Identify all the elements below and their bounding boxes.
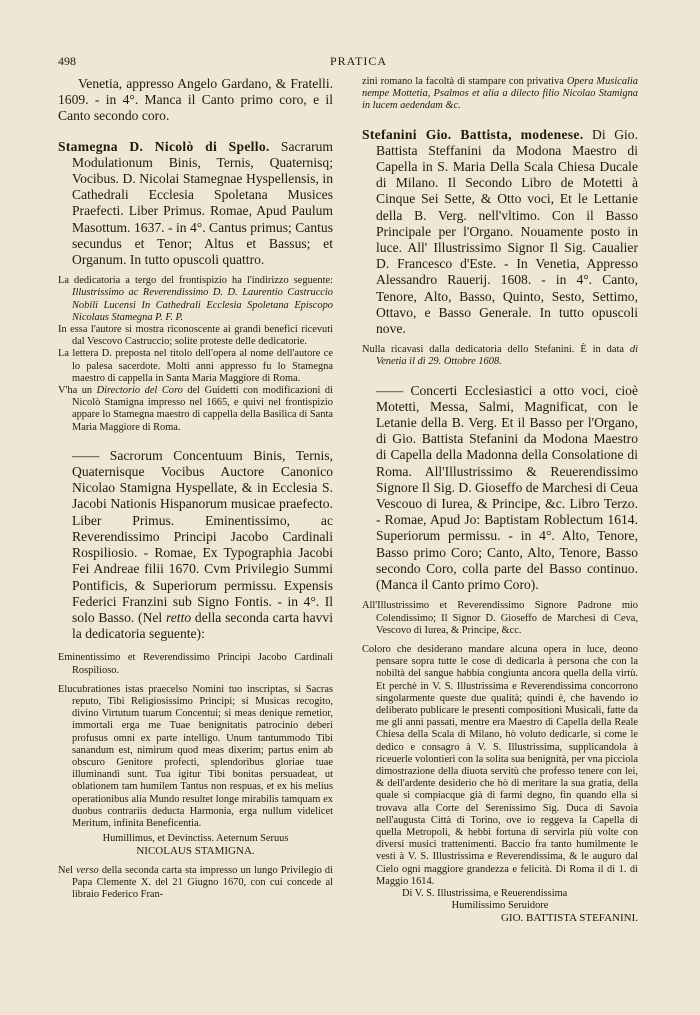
note-italic: Illustrissimo ac Reverendissimo D. D. Laurentio Castruccio Nobili Lucensi In Cathedrali Ecclesia Spoletana Episcopo Nicolaus Stamegna P. F. P. (72, 287, 333, 323)
running-title: PRATICA (330, 54, 388, 68)
entry-italic: retto (165, 609, 192, 625)
continued-note (362, 76, 638, 113)
dedication-closing: Humillimus, et Devinctiss. Aeternum Seruus (102, 833, 289, 845)
entry-body: Di Gio. Battista Steffanini da Modona Maestro di Capella in S. Maria Della Scala Chiesa Ducale di Milano. Il Secondo Libro de Motetti à Cinque Sei Sette, & Otto voci, Et le Lettanie della B. Verg. nell'vltimo. Con il Basso Principale per l'Organo. Nouamente posto in luce. All' Illustrissimo Signor Il Sig. Caualier D. Francesco d'Este. - In Venetia, Appresso Alessandro Rauerij. 1608. - in 4°. Canto, Tenore, Alto, Basso, Quinto, Sesto, Settimo, Ottavo, e Basso Generale. In tutto opuscoli nove. (376, 126, 638, 337)
note-gratitude: In essa l'autore si mostra riconoscente ai grandi benefici ricevuti dal Vescovo Castruccio; solite proteste delle dedicatorie. (58, 324, 333, 348)
note-privilege (58, 865, 333, 902)
note-text: del Guidetti con modificazioni di Nicolò Stamigna impresso nel 1665, e quivi nel frontispizio appare lo Stamegna maestro di cappella della Basilica di Santa Maria Maggiore di Roma. (72, 385, 333, 433)
entry-stefanini (362, 127, 638, 338)
entry-sacrorum (58, 448, 333, 642)
entry-stamegna (58, 139, 333, 269)
note-text: V'ha un (58, 385, 97, 397)
note-text: zini romano la facoltà di stampare con privativa (362, 76, 567, 87)
dedication-address: All'Illustrissimo et Reverendissimo Signore Padrone mio Colendissimo; Il Signor D. Gioseffo de Marchesi di Ceva, Vescovo di Iurea, & Principe, &cc. (362, 600, 638, 636)
note-text: Nulla ricavasi dalla dedicatoria dello Stefanini. È in data (362, 344, 630, 356)
entry-body: della seconda carta havvi la dedicatoria seguente): (72, 609, 334, 642)
entry-body: Sacrorum Concentuum Binis, Ternis, Quaternisque Vocibus Auctore Canonico Nicolao Stamigna Hyspellate, & in Ecclesia S. Jacobi Nationis Hispanorum musicae praefecto. Liber Primus. Eminentissimo, ac Reverendissimo Principi Jacobo Cardinali Rospiliosio. - Romae, Ex Typographia Jacobi Fei Andreae filii 1670. Cvm Privilegio Summi Pontificis, & Superiorum permissu. Expensis Federici Franzini sub Signo Fontis. - in 4°. Il solo Basso. (Nel (72, 447, 333, 625)
note-directorio (58, 385, 333, 434)
note-italic: verso (76, 864, 99, 876)
continued-entry: Venetia, appresso Angelo Gardano, & Fratelli. 1609. - in 4°. Manca il Canto primo coro, e il Canto secondo coro. (58, 76, 333, 124)
dedication-text: Coloro che desiderano mandare alcuna opera in luce, deono pensare sopra tutte le cose di dedicarla à persona che con la nobiltà del sangue habbia congiunta ancora quella della virtù. Et perchè in V. S. Illustrissima e Reverendissima concorrono singolarmente queste due qualità; quindi è, che havendo io deliberato publicare le presenti compositioni Musicali, fatte da me gli anni passati, mentre era Maestro di Capella della Reale Chiesa della Scala di Milano, hò voluto dedicarle, si come le dedico e consagro à V. S. Illustrissima, supplicandola à riceuerle volontieri con la solita sua benignità, per vna picciola dimostrazione della diuota servitù che professo tenere con lei, & dell'ardente desiderio che hò di meritare la sua gratia, della quale si compiacque già di farmi degno, fin quando ella si trovava alla Corte del Serenissimo Sig. Duca di Savoia nell'augusta Città di Torino, ove io reggeva la Capella di quella Metropoli, & hebbi fortuna di servirla più volte con diversi musici trattenimenti. Baccio fra tanto humilmente le vesti à V. S. Illustrissima e Reverendissima, & le auguro dal Cielo ogni maggiore grandezza e felicità. Di Roma il di 1. di Maggio 1614. (362, 643, 638, 887)
left-column (58, 76, 333, 901)
entry-heading: Stamegna D. Nicolò di Spello. (58, 138, 270, 154)
note-dedication-date (362, 344, 638, 368)
entry-concerti: —— Concerti Ecclesiastici a otto voci, cioè Motetti, Messa, Salmi, Magnificat, con le Letanie della B. Verg. Et il Basso per l'Organo, di Gio. Battista Stefanini da Modona Maestro di Capella della Madonna della Consolatione di Roma. All'Illustrissimo & Reuerendissimo Signore Il Sig. D. Gioseffo de Marchesi di Ceua Vescouo di Iurea, & Principe, &c. Libro Terzo. - Romae, Apud Jo: Baptistam Roblectum 1614. Superiorum permissu. - in 4°. Alto, Tenore, Basso primo Coro; Canto, Alto, Tenore, Basso secondo Coro, colla parte del Basso continuo. (Manca il Canto primo Coro). (362, 383, 638, 594)
note-italic: Directorio del Coro (96, 385, 183, 397)
entry-heading: Stefanini Gio. Battista, modenese. (362, 126, 584, 142)
note-italic: Opera Musicalia nempe Mottetia, Psalmos et alia a dilecto filio Nicolao Stamigna in lucem aedendam &c. (362, 76, 638, 112)
note-text: della seconda carta sta impresso un lungo Privilegio di Papa Clemente X. del 21 Giugno 1670, con cui concede al libraio Federico Fran- (72, 864, 333, 900)
dedication-closing-2: Humilissimo Seruidore (451, 900, 549, 912)
note-priest: La lettera D. preposta nel titolo dell'opera al nome dell'autore ce lo palesa sacerdote. Molti anni appresso fu lo Stamegna maestro di cappella in Santa Maria Maggiore di Roma. (58, 348, 333, 384)
note-italic: di Venetia il dì 29. Ottobre 1608. (376, 344, 638, 368)
note-text: La dedicatoria a tergo del frontispizio ha l'indirizzo seguente: (58, 275, 333, 287)
dedication-signature: GIO. BATTISTA STEFANINI. (500, 912, 638, 925)
dedication-address: Eminentissimo et Reverendissimo Principi Jacobo Cardinali Rospilioso. (58, 652, 333, 676)
dedication-text: Elucubrationes istas praecelso Nomini tuo inscriptas, si Sacras reputo, Tibi Religiosissimo Principi; si Musicas recogito, divino Virtutum tuarum Concentui; si meas denique remetior, immortali erga me Tuae benignitatis patrocinio deberi profusus omni ex parte intelligo. Unum tantummodo Tibi sanandum est, nimirum quod meas dixerim; partus enim ab obscuro Genitore profecti, splendoribus gloriae tuae illuminandi sunt. Tua igitur Tibi bonitas persuadeat, ut oblationem tam humilem Tantus non respuas, et ex his melius operationibus alia Mundo resultet longe mirabilis tamquam ex duobus contrariis deducta Harmonia, erga nullum videlicet Meritum, infinita Beneficentia. (58, 683, 333, 829)
note-dedication (58, 275, 333, 324)
page-number: 498 (58, 54, 76, 68)
entry-body: Sacrarum Modulationum Binis, Ternis, Quaternisq; Vocibus. D. Nicolai Stamegnae Hyspellensis, in Cathedrali Ecclesia Spoletana Musices Praefecti. Liber Primus. Romae, Apud Paulum Masottum. 1637. - in 4°. Cantus primus; Cantus secundus et Tenor; Altus et Bassus; et Organum. In tutto opuscoli quattro. (72, 138, 333, 268)
right-column (362, 76, 638, 925)
dedication-closing: Di V. S. Illustrissima, e Reuerendissima (402, 887, 568, 899)
note-text: Nel (58, 864, 77, 876)
dedication-signature: NICOLAUS STAMIGNA. (136, 845, 255, 858)
